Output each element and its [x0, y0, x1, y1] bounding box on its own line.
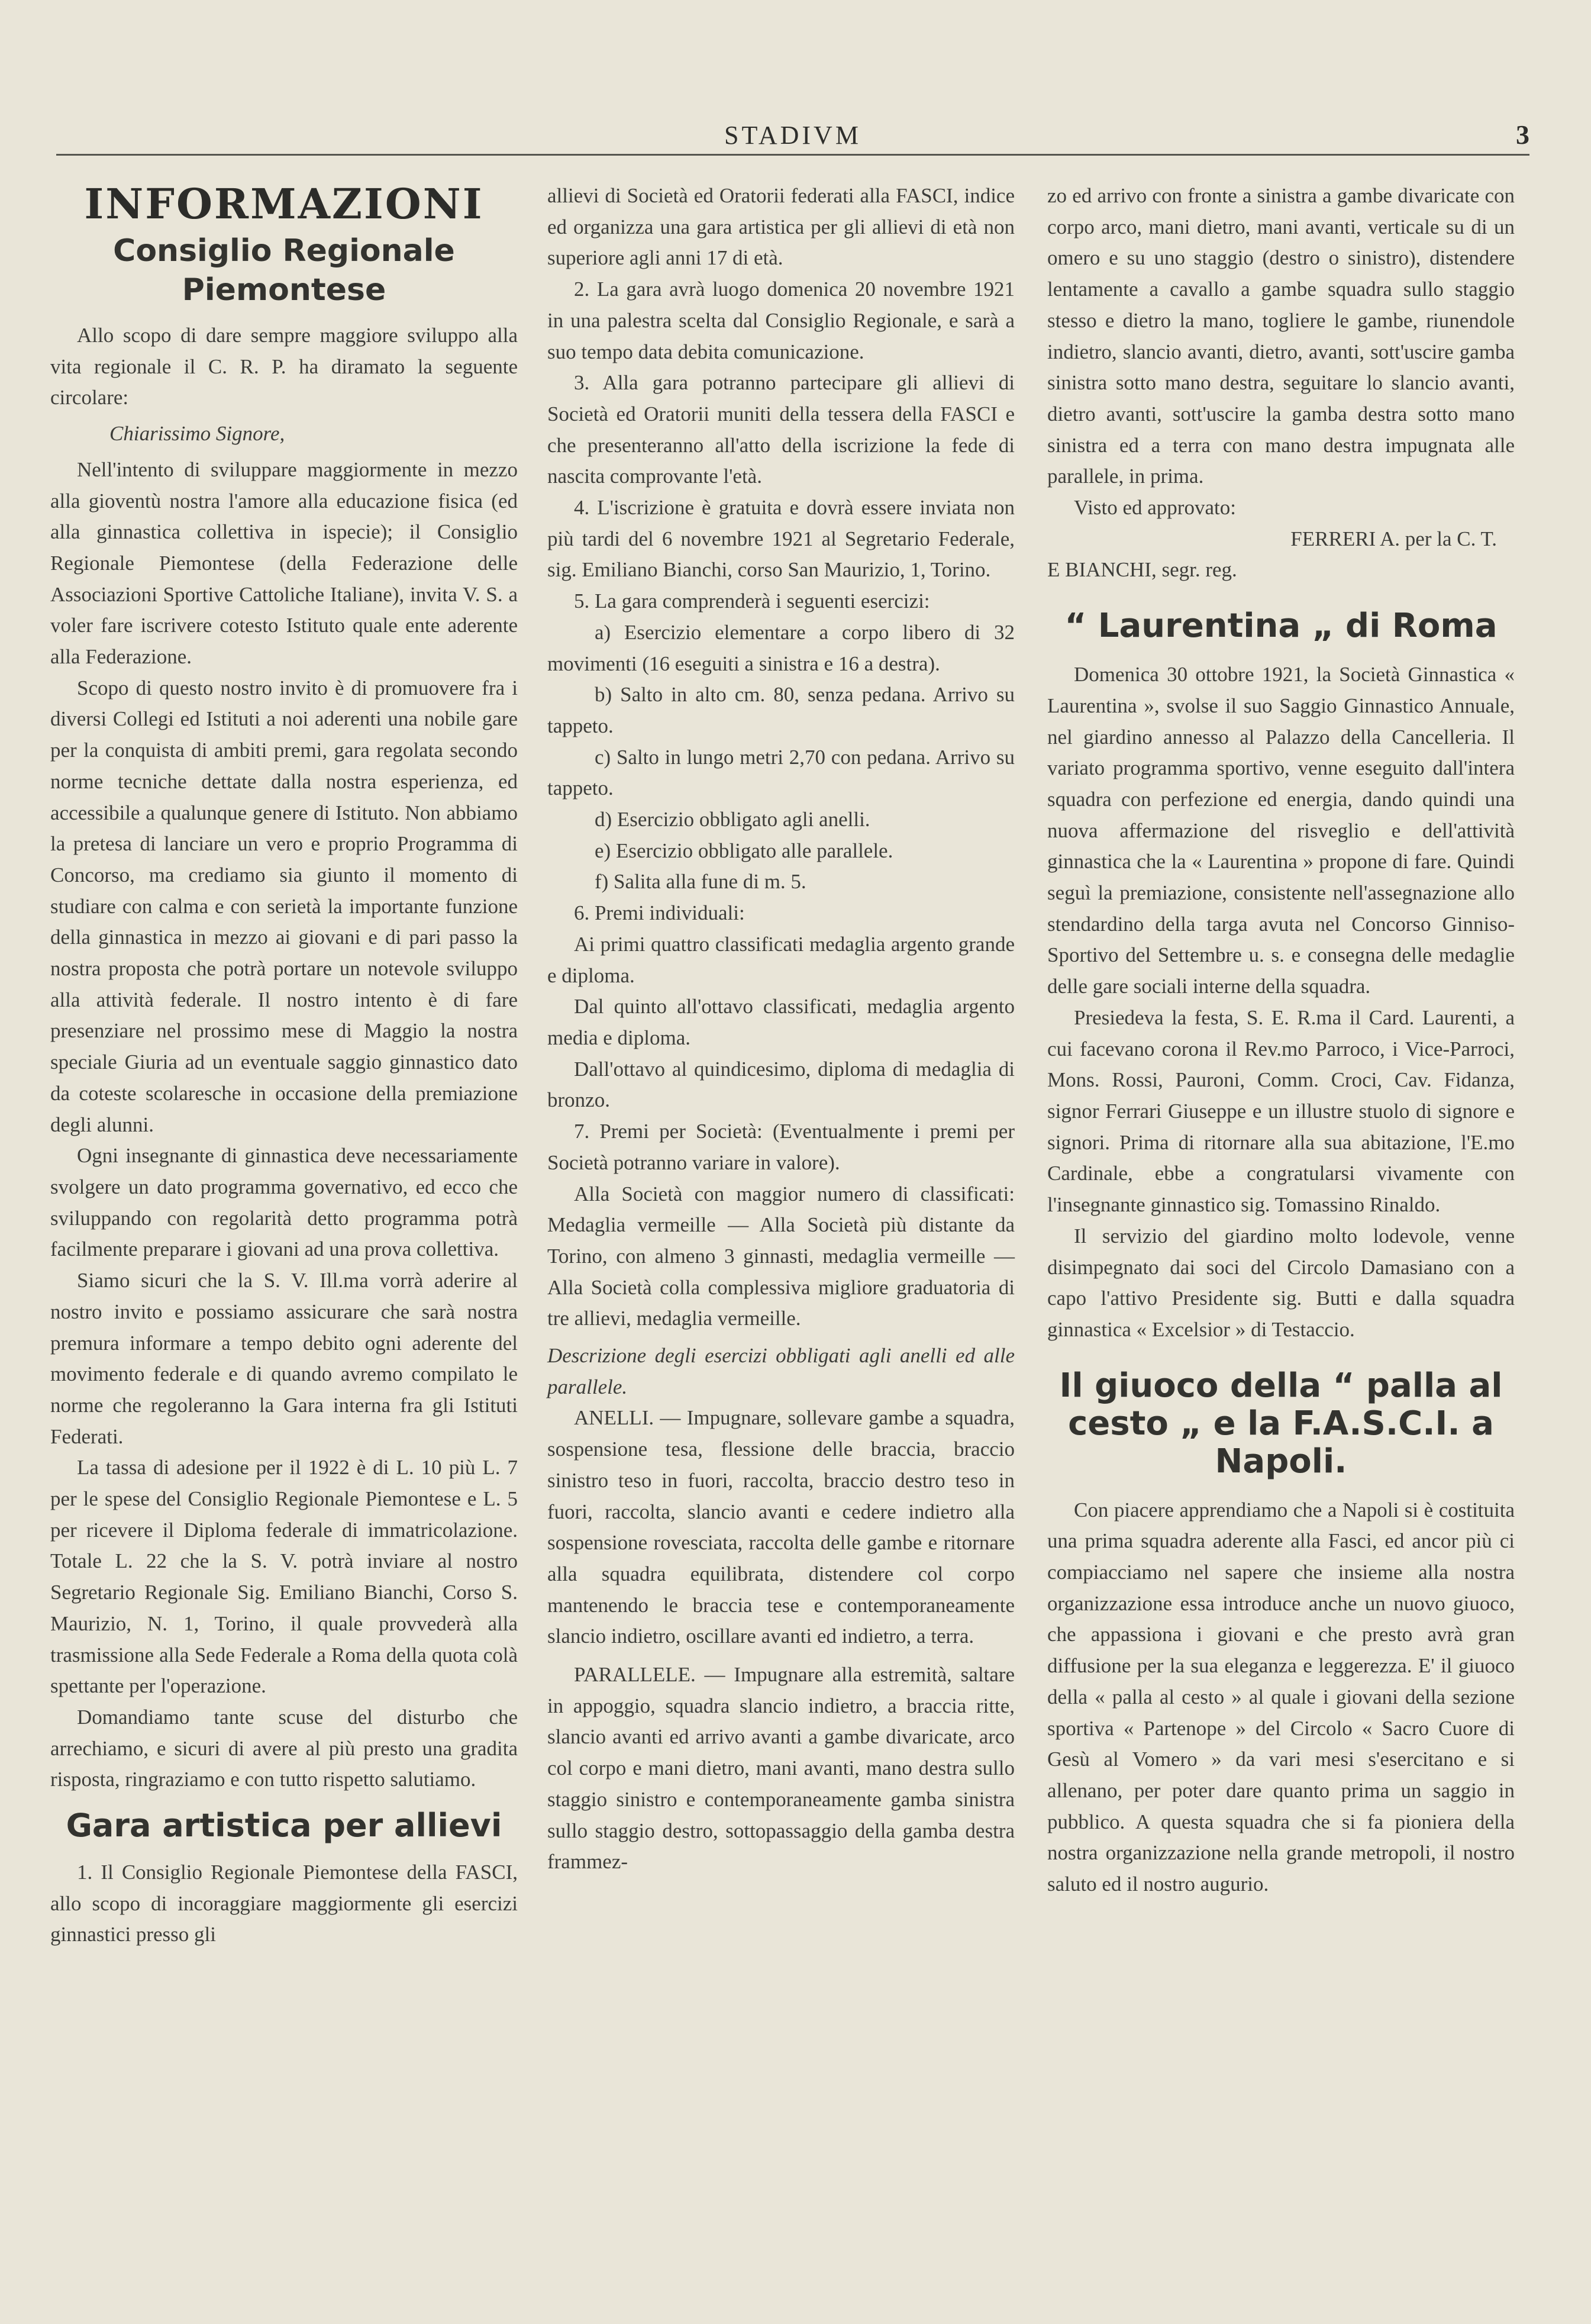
paragraph: Scopo di questo nostro invito è di promuovere fra i diversi Collegi ed Istituti a noi aderenti una nobile gare per la conquista di ambiti premi, gara regolata secondo norme tecniche dettate dalla nostra esperienza, ed accessibile a qualunque genere di Istituto. Non abbiamo la pretesa di lanciare un vero e proprio Programma di Concorso, ma crediamo sia giunto il momento di studiare con calma e con serietà la importante funzione della ginnastica in mezzo ai giovani e di pari passo la nostra proposta che potrà portare un notevole sviluppo alla attività federale. Il nostro intento è di fare presenziare nel prossimo mese di Maggio la nostra speciale Giuria ad un eventuale saggio ginnastico dato da coteste scolaresche in occasione della premiazione degli alunni. — [50, 676, 518, 1136]
paragraph: La tassa di adesione per il 1922 è di L. 10 più L. 7 per le spese del Consiglio Regionale Piemontese e L. 5 per ricevere il Diploma federale di immatricolazione. Totale L. 22 che la S. V. potrà inviare al nostro Segretario Regionale Sig. Emiliano Bianchi, Corso S. Maurizio, N. 1, Torino, il quale provvederà alla trasmissione alla Sede Federale a Roma della quota colà spettante per l'operazione. — [50, 1456, 518, 1698]
paragraph: Il servizio del giardino molto lodevole, venne disimpegnato dai soci del Circolo Damasiano con a capo l'attivo Presidente sig. Butti e dalla squadra ginnastica « Excelsior » di Testaccio. — [1047, 1224, 1515, 1341]
exercise-item: b) Salto in alto cm. 80, senza pedana. Arrivo su tappeto. — [547, 683, 1015, 737]
paragraph: Dall'ottavo al quindicesimo, diploma di medaglia di bronzo. — [547, 1057, 1015, 1112]
page-number: 3 — [1516, 120, 1529, 150]
exercise-item: c) Salto in lungo metri 2,70 con pedana. Arrivo su tappeto. — [547, 745, 1015, 800]
paragraph: zo ed arrivo con fronte a sinistra a gambe divaricate con corpo arco, mani dietro, mani avanti, verticale su di un omero e su uno staggio (destro o sinistro), distendere lentamente a cavallo a gambe squadra sullo staggio stesso e dietro la mano, togliere le gambe, riunendole indietro, slancio avanti, dietro, avanti, sott'uscire gamba sinistra sotto mano destra, seguitare lo slancio avanti, dietro avanti, sott'uscire la gamba destra sotto mano sinistra ed a terra con mano destra impugnata alle parallele, in prima. — [1047, 184, 1515, 488]
paragraph: 3. Alla gara potranno partecipare gli allievi di Società ed Oratorii muniti della tessera della FASCI e che presenteranno all'atto della iscrizione la fede di nascita comprovante l'età. — [547, 371, 1015, 488]
paragraph: 2. La gara avrà luogo domenica 20 novembre 1921 in una palestra scelta dal Consiglio Regionale, e sarà a suo tempo data debita comunicazione. — [547, 278, 1015, 363]
article-intro: Allo scopo di dare sempre maggiore sviluppo alla vita regionale il C. R. P. ha diramato la seguente circolare: — [50, 324, 518, 410]
exercise-description-heading: Descrizione degli esercizi obbligati agli anelli ed alle parallele. — [547, 1344, 1015, 1398]
article-heading-laurentina: “ Laurentina „ di Roma — [1064, 607, 1498, 646]
exercise-item: d) Esercizio obbligato agli anelli. — [595, 808, 870, 831]
exercise-item: f) Salita alla fune di m. 5. — [595, 870, 806, 894]
paragraph: Siamo sicuri che la S. V. Ill.ma vorrà aderire al nostro invito e possiamo assicurare che sarà nostra premura informare a tempo debito ogni aderente del movimento federale e di quando avremo compilato le norme che regoleranno la Gara interna fra gli Istituti Federati. — [50, 1269, 518, 1448]
column-1 — [50, 180, 518, 1951]
paragraph: PARALLELE. — Impugnare alla estremità, saltare in appoggio, squadra slancio indietro, a braccia ritte, slancio avanti ed arrivo avanti a gambe divaricate, arco col corpo e mani dietro, mani avanti, mano destra sullo staggio sinistro e contemporaneamente gamba sinistra sullo staggio destro, sottopassaggio della gamba destra frammez- — [547, 1663, 1015, 1874]
paragraph: Alla Società con maggior numero di classificati: Medaglia vermeille — Alla Società più distante da Torino, con almeno 3 ginnasti, medaglia vermeille — Alla Società colla complessiva migliore graduatoria di tre allievi, medaglia vermeille. — [547, 1182, 1015, 1330]
exercise-item: a) Esercizio elementare a corpo libero di 32 movimenti (16 eseguiti a sinistra e 16 a destra). — [547, 620, 1015, 675]
letter-salutation: Chiarissimo Signore, — [109, 422, 285, 446]
paragraph: 7. Premi per Società: (Eventualmente i premi per Società potranno variare in valore). — [547, 1120, 1015, 1174]
exercise-item: e) Esercizio obbligato alle parallele. — [595, 839, 893, 862]
paragraph: 1. Il Consiglio Regionale Piemontese della FASCI, allo scopo di incoraggiare maggiormente gli esercizi ginnastici presso gli — [50, 1861, 518, 1946]
paragraph: Dal quinto all'ottavo classificati, medaglia argento media e diploma. — [547, 995, 1015, 1049]
paragraph: Con piacere apprendiamo che a Napoli si è costituita una prima squadra aderente alla Fasci, ed ancor più ci compiacciamo nel sapere che insieme alla nostra organizzazione essa introduce anche un nuovo giuoco, che appassiona i giovani e che presto avrà gran diffusione per la sua eleganza e leggerezza. E' il giuoco della « palla al cesto » al quale i giovani della sezione sportiva « Partenope » del Circolo « Sacro Cuore di Gesù al Vomero » da vari mesi s'esercitano e si allenano, per poter dare quanto prima un saggio in pubblico. A questa squadra che si fa pioniera della nostra organizzazione nella grande metropoli, il nostro saluto ed il nostro augurio. — [1047, 1498, 1515, 1896]
paragraph: 6. Premi individuali: — [574, 901, 745, 925]
paragraph: Nell'intento di sviluppare maggiormente in mezzo alla gioventù nostra l'amore alla educazione fisica (ed alla ginnastica collettiva in ispecie); il Consiglio Regionale Piemontese (della Federazione delle Associazioni Sportive Cattoliche Italiane), invita V. S. a voler fare iscrivere cotesto Istituto quale ente aderente alla Federazione. — [50, 457, 518, 669]
paragraph: allievi di Società ed Oratorii federati alla FASCI, indice ed organizza una gara artistica per gli allievi di età non superiore agli anni 17 di età. — [547, 184, 1015, 270]
article-heading-palla-al-cesto: Il giuoco della “ palla al cesto „ e la F.A.S.C.I. a Napoli. — [1059, 1366, 1503, 1481]
column-2 — [547, 180, 1015, 1878]
approval-line: Visto ed approvato: — [1074, 496, 1236, 520]
paragraph: 5. La gara comprenderà i seguenti esercizi: — [574, 589, 930, 613]
paragraph: Domenica 30 ottobre 1921, la Società Ginnastica « Laurentina », svolse il suo Saggio Ginnastico Annuale, nel giardino annesso al Palazzo della Cancelleria. Il variato programma sportivo, venne eseguito dall'intera squadra con perfezione ed energia, dando quindi una nuova affermazione del risveglio e dell'attività ginnastica che la « Laurentina » propone di fare. Quindi seguì la premiazione, consistente nell'assegnazione allo stendardino della targa avuta nel Concorso Ginniso-Sportivo del Settembre u. s. e consegna delle medaglie delle gare sociali interne della squadra. — [1047, 663, 1515, 998]
signature-bianchi: E BIANCHI, segr. reg. — [1047, 558, 1237, 582]
header-rule — [56, 154, 1529, 156]
publication-title: STADIVM — [724, 121, 861, 150]
paragraph: Ogni insegnante di ginnastica deve necessariamente svolgere un dato programma governativo, ed ecco che sviluppando con regolarità detto programma potrà facilmente preparare i giovani ad una prova collettiva. — [50, 1144, 518, 1261]
paragraph: Presiedeva la festa, S. E. R.ma il Card. Laurenti, a cui facevano corona il Rev.mo Parroco, i Vice-Parroci, Mons. Rossi, Pauroni, Comm. Croci, Cav. Fidanza, signor Ferrari Giuseppe e un illustre stuolo di signore e signori. Prima di ritornare alla sua abitazione, l'E.mo Cardinale, ebbe a congratularsi vivamente con l'insegnante ginnastico sig. Tomassino Rinaldo. — [1047, 1005, 1515, 1217]
page-header — [56, 115, 1529, 156]
column-3 — [1047, 180, 1515, 1900]
signature-ferreri: FERRERI A. per la C. T. — [1290, 527, 1497, 550]
paragraph: ANELLI. — Impugnare, sollevare gambe a squadra, sospensione tesa, flessione delle braccia, braccio sinistro teso in fuori, raccolta, braccio destro teso in fuori, raccolta, slancio avanti e cedere indietro alla sospensione rovesciata, raccolta delle gambe e ritornare alla squadra equilibrata, distendere col corpo mantenendo le braccia tese e contemporaneamente slancio indietro, oscillare avanti ed indietro, a terra. — [547, 1406, 1015, 1648]
paragraph: Domandiamo tante scuse del disturbo che arrechiamo, e sicuri di avere al più presto una gradita risposta, ringraziamo e con tutto rispetto salutiamo. — [50, 1705, 518, 1791]
article-heading-consiglio: Consiglio Regionale Piemontese — [113, 233, 455, 308]
paragraph: 4. L'iscrizione è gratuita e dovrà essere inviata non più tardi del 6 novembre 1921 al Segretario Federale, sig. Emiliano Bianchi, corso San Maurizio, 1, Torino. — [547, 496, 1015, 582]
section-heading-informazioni: INFORMAZIONI — [84, 179, 484, 228]
article-heading-gara: Gara artistica per allievi — [66, 1807, 502, 1845]
paragraph: Ai primi quattro classificati medaglia argento grande e diploma. — [547, 932, 1015, 987]
